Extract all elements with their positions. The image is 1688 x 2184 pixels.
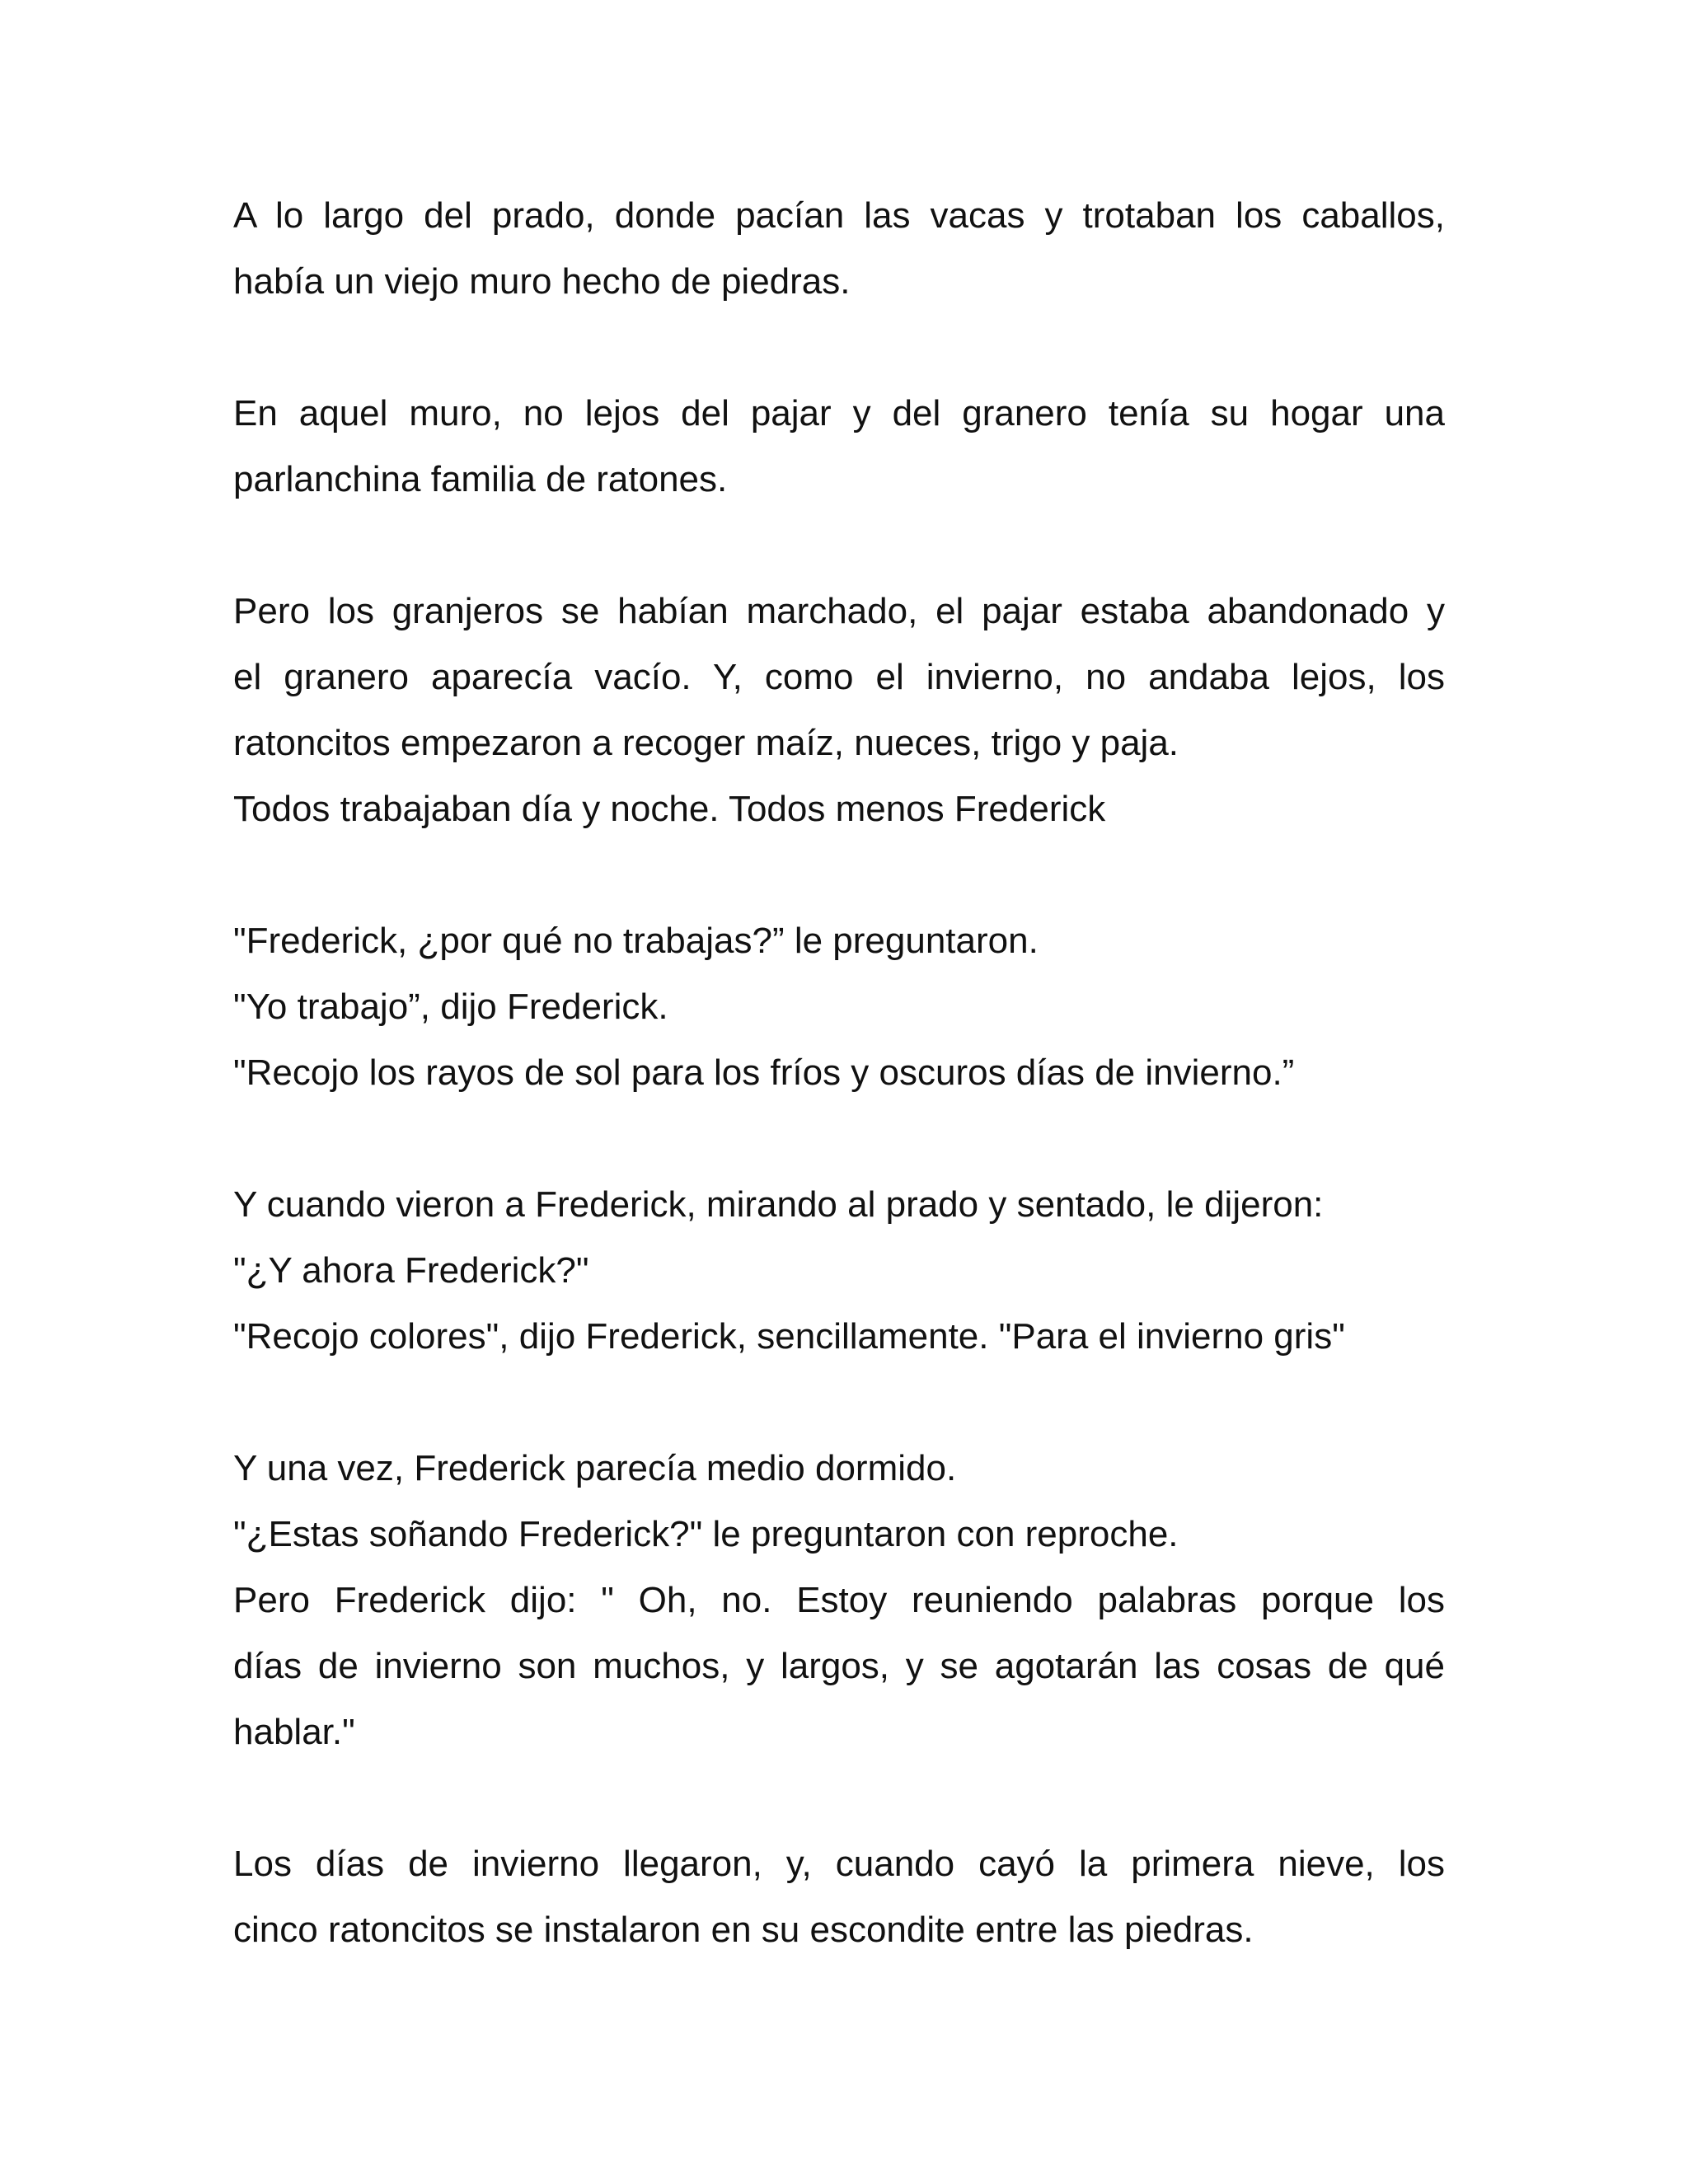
paragraph [233,908,1445,1106]
text-line: había un viejo muro hecho de piedras. [233,261,851,302]
paragraph [233,1172,1445,1370]
paragraph [233,1831,1445,1963]
text-line: el granero aparecía vacío. Y, como el invierno, no andaba lejos, los [233,657,1445,697]
text-line: "Recojo colores", dijo Frederick, sencillamente. "Para el invierno gris" [233,1316,1345,1357]
text-line: "Frederick, ¿por qué no trabajas?” le preguntaron. [233,921,1039,961]
text-line: días de invierno son muchos, y largos, y se agotarán las cosas de qué [233,1646,1445,1686]
paragraph [233,579,1445,842]
text-line: Los días de invierno llegaron, y, cuando cayó la primera nieve, los [233,1844,1445,1884]
text-line: parlanchina familia de ratones. [233,459,728,499]
text-line: ratoncitos empezaron a recoger maíz, nueces, trigo y paja. [233,723,1179,763]
text-line: A lo largo del prado, donde pacían las vacas y trotaban los caballos, [233,195,1445,236]
text-line: "Recojo los rayos de sol para los fríos y oscuros días de invierno.” [233,1052,1295,1093]
paragraph [233,183,1445,315]
text-line: "¿Y ahora Frederick?" [233,1250,589,1291]
paragraph [233,381,1445,513]
text-line: hablar." [233,1712,355,1752]
text-line: cinco ratoncitos se instalaron en su escondite entre las piedras. [233,1910,1254,1950]
text-line: Pero los granjeros se habían marchado, el pajar estaba abandonado y [233,591,1445,631]
text-line: "Yo trabajo”, dijo Frederick. [233,987,668,1027]
text-line: Pero Frederick dijo: " Oh, no. Estoy reuniendo palabras porque los [233,1580,1445,1620]
text-line: En aquel muro, no lejos del pajar y del granero tenía su hogar una [233,393,1445,434]
text-line: Todos trabajaban día y noche. Todos menos Frederick [233,789,1106,829]
text-line: "¿Estas soñando Frederick?" le preguntaron con reproche. [233,1514,1179,1554]
paragraph [233,1436,1445,1765]
text-line: Y cuando vieron a Frederick, mirando al prado y sentado, le dijeron: [233,1184,1324,1225]
story-text [233,183,1445,2029]
text-line: Y una vez, Frederick parecía medio dormido. [233,1448,957,1488]
